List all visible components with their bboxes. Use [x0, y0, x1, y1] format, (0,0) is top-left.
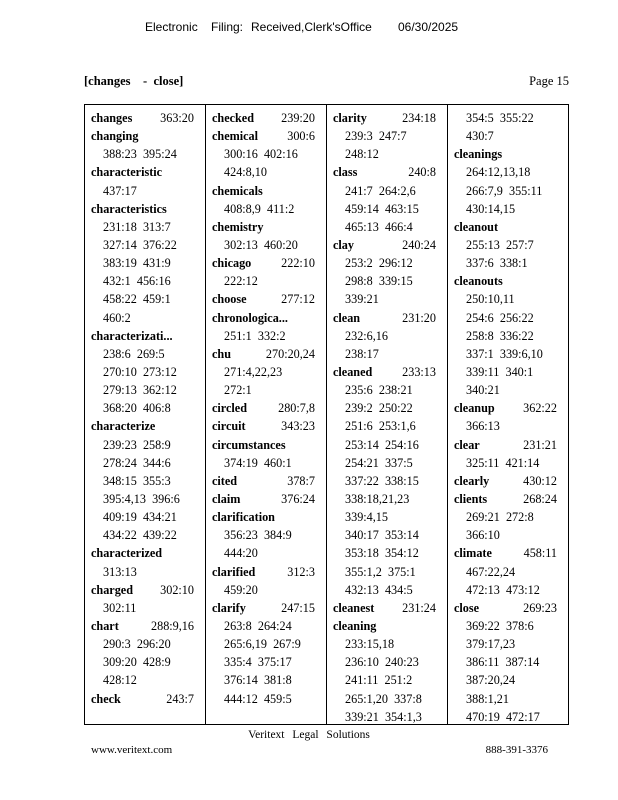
index-reference: 388:23 395:24: [103, 147, 177, 162]
index-reference: 233:13: [402, 364, 436, 379]
index-reference: 409:19 434:21: [103, 510, 177, 525]
index-reference: 254:6 256:22: [466, 310, 534, 325]
index-reference: 232:6,16: [345, 328, 388, 343]
index-word: clarity: [333, 111, 367, 125]
index-reference: 302:11: [103, 600, 137, 615]
index-reference: 355:1,2 375:1: [345, 564, 416, 579]
index-reference: 253:2 296:12: [345, 256, 413, 271]
index-reference: 343:23: [281, 419, 315, 434]
index-reference: 255:13 257:7: [466, 237, 534, 252]
index-word: checked: [212, 111, 254, 125]
index-word: cited: [212, 473, 238, 488]
index-reference: 428:12: [103, 673, 137, 688]
index-reference: 233:15,18: [345, 637, 395, 652]
index-word: clean: [333, 310, 361, 325]
index-reference: 472:13 473:12: [466, 582, 540, 597]
index-word: cleaned: [333, 364, 373, 379]
index-reference: 240:8: [408, 165, 436, 180]
index-reference: 459:20: [224, 582, 258, 597]
index-word: clearly: [454, 473, 490, 488]
index-reference: 335:4 375:17: [224, 655, 292, 670]
index-entry: [212, 254, 326, 272]
page-number: Page 15: [529, 74, 569, 88]
index-word: changes: [91, 111, 133, 125]
index-reference: 458:22 459:1: [103, 292, 171, 307]
index-entry: [212, 490, 326, 508]
index-word: cleaning: [333, 618, 377, 633]
filing-stamp-electronic: Electronic: [145, 20, 198, 34]
footer-phone: 888-391-3376: [485, 744, 548, 756]
index-reference: 337:22 338:15: [345, 473, 419, 488]
index-reference: 241:7 264:2,6: [345, 183, 416, 198]
index-entry: [91, 617, 205, 635]
index-reference: 432:1 456:16: [103, 274, 171, 289]
index-reference: 278:24 344:6: [103, 455, 171, 470]
index-word: characterized: [91, 546, 163, 561]
index-word: clarification: [212, 510, 275, 525]
index-reference: 340:21: [466, 383, 500, 398]
index-reference: 369:22 378:6: [466, 618, 534, 633]
index-word: chemicals: [212, 183, 263, 198]
index-word: choose: [212, 292, 247, 307]
index-entry: [333, 363, 447, 381]
index-entry: [91, 581, 205, 599]
index-reference: 467:22,24: [466, 564, 516, 579]
index-reference: 366:10: [466, 528, 500, 543]
index-word: clarify: [212, 600, 246, 615]
index-reference: 222:12: [224, 274, 258, 289]
index-word: clay: [333, 237, 354, 252]
index-reference: 231:21: [523, 437, 557, 452]
index-reference: 251:6 253:1,6: [345, 419, 416, 434]
index-word: characterizati...: [91, 328, 173, 343]
index-word: cleanup: [454, 401, 495, 416]
index-entry: [454, 544, 568, 562]
index-reference: 271:4,22,23: [224, 364, 283, 379]
index-word: chemical: [212, 129, 259, 144]
index-reference: 250:10,11: [466, 292, 515, 307]
filing-stamp-date: 06/30/2025: [398, 20, 459, 34]
index-reference: 263:8 264:24: [224, 618, 292, 633]
index-entry: [212, 472, 326, 490]
index-reference: 239:3 247:7: [345, 129, 407, 144]
index-reference: 325:11 421:14: [466, 455, 540, 470]
index-reference: 309:20 428:9: [103, 655, 171, 670]
index-word: close: [454, 600, 480, 615]
index-entry: [454, 399, 568, 417]
index-entry: [454, 436, 568, 454]
index-column-1: [85, 105, 206, 724]
index-reference: 368:20 406:8: [103, 401, 171, 416]
index-entry: [212, 399, 326, 417]
index-entry: [212, 599, 326, 617]
index-reference: 266:7,9 355:11: [466, 183, 543, 198]
filing-stamp-filing: Filing:: [211, 20, 244, 34]
index-reference: 239:23 258:9: [103, 437, 171, 452]
index-reference: 366:13: [466, 419, 500, 434]
index-entry: [333, 309, 447, 327]
index-reference: 430:7: [466, 129, 494, 144]
index-column-2: [206, 105, 327, 724]
index-word: cleanest: [333, 600, 375, 615]
index-word: chemistry: [212, 219, 264, 234]
footer-company: Veritext Legal Solutions: [248, 729, 370, 741]
index-word: check: [91, 691, 121, 706]
index-reference: 434:22 439:22: [103, 528, 177, 543]
index-reference: 272:1: [224, 383, 252, 398]
index-reference: 270:20,24: [265, 346, 315, 361]
index-reference: 302:10: [160, 582, 194, 597]
index-entry: [91, 109, 205, 127]
index-reference: 408:8,9 411:2: [224, 201, 295, 216]
index-word: characteristics: [91, 201, 167, 216]
index-entry: [333, 236, 447, 254]
index-reference: 247:15: [281, 600, 315, 615]
index-word: characterize: [91, 419, 156, 434]
index-reference: 470:19 472:17: [466, 709, 540, 724]
index-reference: 270:10 273:12: [103, 364, 177, 379]
index-reference: 354:5 355:22: [466, 111, 534, 125]
index-reference: 459:14 463:15: [345, 201, 419, 216]
index-entry: [333, 163, 447, 181]
index-entry: [333, 599, 447, 617]
index-reference: 231:24: [402, 600, 436, 615]
index-reference: 265:1,20 337:8: [345, 691, 422, 706]
index-column-3: [327, 105, 448, 724]
index-reference: 465:13 466:4: [345, 219, 413, 234]
index-entry: [454, 472, 568, 490]
index-reference: 288:9,16: [151, 618, 194, 633]
index-reference: 280:7,8: [278, 401, 315, 416]
index-reference: 277:12: [281, 292, 315, 307]
index-reference: 231:20: [402, 310, 436, 325]
index-word: cleanouts: [454, 274, 503, 289]
index-reference: 424:8,10: [224, 165, 267, 180]
index-reference: 386:11 387:14: [466, 655, 540, 670]
index-reference: 327:14 376:22: [103, 237, 177, 252]
index-reference: 268:24: [523, 491, 557, 506]
index-word: clients: [454, 491, 488, 506]
filing-stamp: [0, 20, 618, 36]
index-reference: 460:2: [103, 310, 131, 325]
index-reference: 437:17: [103, 183, 137, 198]
index-reference: 379:17,23: [466, 637, 516, 652]
index-reference: 248:12: [345, 147, 379, 162]
index-entry: [212, 345, 326, 363]
index-reference: 300:6: [287, 129, 315, 144]
index-reference: 269:23: [523, 600, 557, 615]
index-reference: 264:12,13,18: [466, 165, 531, 180]
index-word: claim: [212, 491, 241, 506]
index-reference: 254:21 337:5: [345, 455, 413, 470]
index-word: circuit: [212, 419, 246, 434]
index-reference: 312:3: [287, 564, 315, 579]
index-entry: [212, 290, 326, 308]
index-word: circumstances: [212, 437, 286, 452]
index-reference: 251:1 332:2: [224, 328, 286, 343]
index-reference: 387:20,24: [466, 673, 516, 688]
index-word: chicago: [212, 256, 252, 271]
index-entry: [212, 127, 326, 145]
index-reference: 236:10 240:23: [345, 655, 419, 670]
index-reference: 376:24: [281, 491, 315, 506]
index-reference: 353:18 354:12: [345, 546, 419, 561]
index-reference: 388:1,21: [466, 691, 509, 706]
index-reference: 302:13 460:20: [224, 237, 298, 252]
index-reference: 337:6 338:1: [466, 256, 528, 271]
index-reference: 339:11 340:1: [466, 364, 534, 379]
index-reference: 235:6 238:21: [345, 383, 413, 398]
index-entry: [212, 109, 326, 127]
index-reference: 444:20: [224, 546, 258, 561]
index-reference: 339:4,15: [345, 510, 388, 525]
index-reference: 239:2 250:22: [345, 401, 413, 416]
index-word: chronologica...: [212, 310, 288, 325]
index-reference: 290:3 296:20: [103, 637, 171, 652]
index-reference: 348:15 355:3: [103, 473, 171, 488]
index-reference: 374:19 460:1: [224, 455, 292, 470]
index-reference: 239:20: [281, 111, 315, 125]
index-reference: 337:1 339:6,10: [466, 346, 543, 361]
index-word: chart: [91, 618, 119, 633]
index-range: [changes - close]: [84, 74, 184, 88]
index-reference: 269:21 272:8: [466, 510, 534, 525]
index-reference: 279:13 362:12: [103, 383, 177, 398]
index-word: cleanings: [454, 147, 503, 162]
filing-stamp-received: Received,Clerk'sOffice: [251, 20, 372, 34]
index-word: class: [333, 165, 358, 180]
index-reference: 231:18 313:7: [103, 219, 171, 234]
index-reference: 362:22: [523, 401, 557, 416]
index-word: circled: [212, 401, 247, 416]
index-reference: 356:23 384:9: [224, 528, 292, 543]
index-reference: 258:8 336:22: [466, 328, 534, 343]
index-reference: 376:14 381:8: [224, 673, 292, 688]
index-column-4: [448, 105, 568, 724]
index-reference: 313:13: [103, 564, 137, 579]
index-reference: 234:18: [402, 111, 436, 125]
index-reference: 458:11: [523, 546, 557, 561]
word-index-table: [84, 104, 569, 725]
index-reference: 430:14,15: [466, 201, 516, 216]
index-entry: [212, 563, 326, 581]
index-entry: [212, 417, 326, 435]
index-word: changing: [91, 129, 139, 144]
index-reference: 444:12 459:5: [224, 691, 292, 706]
index-reference: 240:24: [402, 237, 436, 252]
index-reference: 238:6 269:5: [103, 346, 165, 361]
index-reference: 243:7: [166, 691, 194, 706]
index-entry: [91, 690, 205, 708]
index-entry: [454, 599, 568, 617]
index-reference: 339:21 354:1,3: [345, 709, 422, 724]
index-entry: [454, 490, 568, 508]
index-entry: [333, 109, 447, 127]
index-word: clarified: [212, 564, 256, 579]
index-reference: 241:11 251:2: [345, 673, 413, 688]
index-reference: 253:14 254:16: [345, 437, 419, 452]
index-reference: 300:16 402:16: [224, 147, 298, 162]
index-word: climate: [454, 546, 492, 561]
index-reference: 238:17: [345, 346, 379, 361]
index-reference: 383:19 431:9: [103, 256, 171, 271]
index-reference: 222:10: [281, 256, 315, 271]
index-word: characteristic: [91, 165, 163, 180]
index-reference: 363:20: [160, 111, 194, 125]
index-reference: 430:12: [523, 473, 557, 488]
index-word: chu: [212, 346, 231, 361]
index-reference: 339:21: [345, 292, 379, 307]
page-header: [84, 74, 569, 92]
index-reference: 265:6,19 267:9: [224, 637, 301, 652]
index-reference: 340:17 353:14: [345, 528, 419, 543]
index-word: charged: [91, 582, 133, 597]
index-reference: 298:8 339:15: [345, 274, 413, 289]
index-reference: 395:4,13 396:6: [103, 491, 180, 506]
index-reference: 338:18,21,23: [345, 491, 410, 506]
index-reference: 378:7: [287, 473, 315, 488]
index-word: cleanout: [454, 219, 499, 234]
index-reference: 432:13 434:5: [345, 582, 413, 597]
index-word: clear: [454, 437, 480, 452]
footer-website: www.veritext.com: [91, 744, 173, 756]
